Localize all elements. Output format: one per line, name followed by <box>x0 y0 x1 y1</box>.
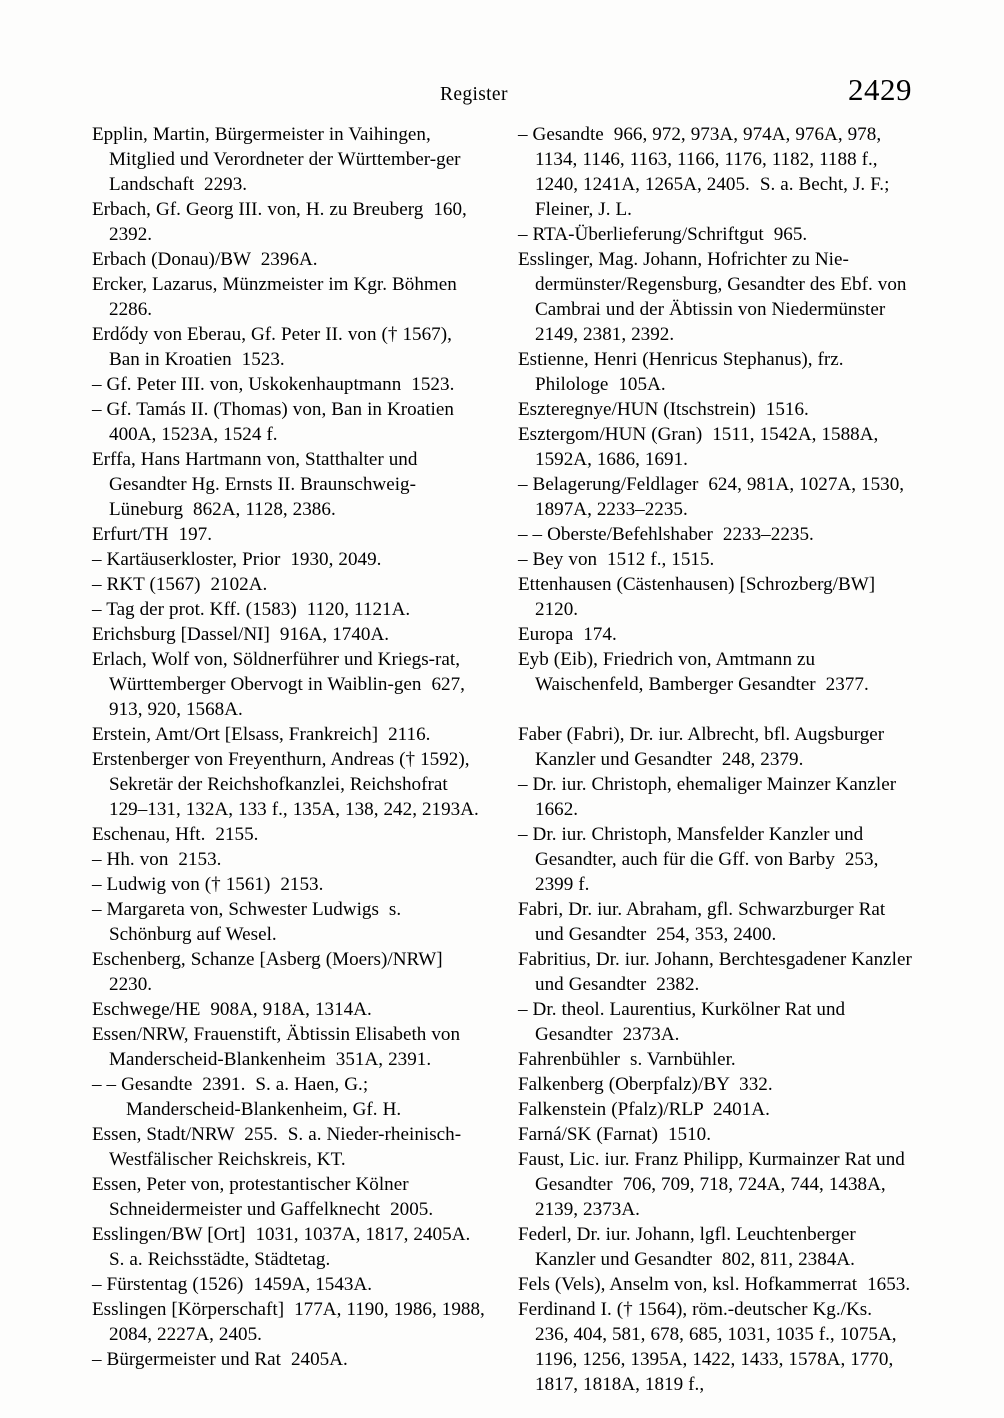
index-entry: Esslingen/BW [Ort] 1031, 1037A, 1817, 2405A. S. a. Reichsstädte, Städtetag. <box>92 1224 481 1270</box>
index-subentry: – Dr. iur. Christoph, ehemaliger Mainzer Kanzler 1662. <box>518 774 907 820</box>
index-entry: Erdődy von Eberau, Gf. Peter II. von († 1567), Ban in Kroatien 1523. <box>92 324 457 370</box>
index-subentry: – Tag der prot. Kff. (1583) 1120, 1121A. <box>92 599 411 620</box>
index-entry: Fabritius, Dr. iur. Johann, Berchtesgadener Kanzler und Gesandter 2382. <box>518 949 917 995</box>
index-column-right <box>518 122 917 1397</box>
running-head-title: Register <box>440 84 508 105</box>
index-subentry: – Bey von 1512 f., 1515. <box>518 549 715 570</box>
index-entry: Faber (Fabri), Dr. iur. Albrecht, bfl. Augsburger Kanzler und Gesandter 248, 2379. <box>518 724 890 770</box>
index-entry: Eschenau, Hft. 2155. <box>92 824 259 845</box>
index-subentry: – Gf. Peter III. von, Uskokenhauptmann 1523. <box>92 374 455 395</box>
index-subentry: – Kartäuserkloster, Prior 1930, 2049. <box>92 549 382 570</box>
page-number: 2429 <box>848 72 912 107</box>
index-entry: Ercker, Lazarus, Münzmeister im Kgr. Böhmen 2286. <box>92 274 467 320</box>
index-entry: Erlach, Wolf von, Söldnerführer und Kriegs-​rat, Württemberger Obervogt in Waiblin-​gen 627, 913, 920, 1568A. <box>92 649 470 720</box>
index-entry: Eszteregnye/HUN (Itschstrein) 1516. <box>518 399 809 420</box>
index-entry: Erstenberger von Freyenthurn, Andreas († 1592), Sekretär der Reichshofkanzlei, Reichshofrat 129–131, 132A, 133 f., 135A, 138, 242, 2193A. <box>92 749 479 820</box>
index-entry: Ettenhausen (Cästenhausen) [Schrozberg/BW] 2120. <box>518 574 886 620</box>
index-entry: Falkenberg (Oberpfalz)/BY 332. <box>518 1074 773 1095</box>
index-entry: Esslinger, Mag. Johann, Hofrichter zu Nie-​dermünster/Regensburg, Gesandter des Ebf. von Cambrai und der Äbtissin von Niedermünster 2149, 2381, 2392. <box>518 249 912 345</box>
index-subentry: – RTA-Überlieferung/Schriftgut 965. <box>518 224 808 245</box>
index-entry: Erstein, Amt/Ort [Elsass, Frankreich] 2116. <box>92 724 431 745</box>
index-subentry: – Belagerung/Feldlager 624, 981A, 1027A, 1530, 1897A, 2233–2235. <box>518 474 910 520</box>
index-entry: Erbach (Donau)/BW 2396A. <box>92 249 318 270</box>
index-subentry: – RKT (1567) 2102A. <box>92 574 268 595</box>
index-entry: Erbach, Gf. Georg III. von, H. zu Breuberg 160, 2392. <box>92 199 472 245</box>
index-subsubentry: – – Oberste/Befehlshaber 2233–2235. <box>518 524 814 545</box>
index-entry: Esslingen [Körperschaft] 177A, 1190, 1986, 1988, 2084, 2227A, 2405. <box>92 1299 490 1345</box>
index-columns <box>92 122 917 1397</box>
index-entry: Faust, Lic. iur. Franz Philipp, Kurmainzer Rat und Gesandter 706, 709, 718, 724A, 744, 1438A, 2139, 2373A. <box>518 1149 910 1220</box>
index-column-left <box>92 122 490 1397</box>
index-entry: Ferdinand I. († 1564), röm.-deutscher Kg./Ks. 236, 404, 581, 678, 685, 1031, 1035 f., 1075A, 1196, 1256, 1395A, 1422, 1433, 1578A, 1770, 1817, 1818A, 1819 f., <box>518 1299 902 1395</box>
index-entry: Eschenberg, Schanze [Asberg (Moers)/NRW] 2230. <box>92 949 453 995</box>
index-entry: Erichsburg [Dassel/NI] 916A, 1740A. <box>92 624 390 645</box>
index-subentry: – Dr. iur. Christoph, Mansfelder Kanzler und Gesandter, auch für die Gff. von Barby 253, 2399 f. <box>518 824 884 895</box>
index-subentry: – Gf. Tamás II. (Thomas) von, Ban in Kroatien 400A, 1523A, 1524 f. <box>92 399 464 445</box>
index-subentry: – Fürstentag (1526) 1459A, 1543A. <box>92 1274 373 1295</box>
index-subentry: – Hh. von 2153. <box>92 849 222 870</box>
index-entry: Estienne, Henri (Henricus Stephanus), frz. Philologe 105A. <box>518 349 849 395</box>
index-entry: Esztergom/HUN (Gran) 1511, 1542A, 1588A, 1592A, 1686, 1691. <box>518 424 884 470</box>
index-entry: Falkenstein (Pfalz)/RLP 2401A. <box>518 1099 770 1120</box>
index-subentry: – Margareta von, Schwester Ludwigs s. Schönburg auf Wesel. <box>92 899 407 945</box>
index-entry: Eschwege/HE 908A, 918A, 1314A. <box>92 999 372 1020</box>
index-subsubentry: – – Gesandte 2391. S. a. Haen, G.; Manderscheid-Blankenheim, Gf. H. <box>92 1074 402 1120</box>
index-subentry: – Ludwig von († 1561) 2153. <box>92 874 324 895</box>
index-entry: Essen, Stadt/NRW 255. S. a. Nieder-​rheinisch-Westfälischer Reichskreis, KT. <box>92 1124 462 1170</box>
index-entry: Essen, Peter von, protestantischer Kölner Schneidermeister und Gaffelknecht 2005. <box>92 1174 434 1220</box>
index-subentry: – Dr. theol. Laurentius, Kurkölner Rat und Gesandter 2373A. <box>518 999 851 1045</box>
index-entry: Essen/NRW, Frauenstift, Äbtissin Elisabeth von Manderscheid-Blankenheim 351A, 2391. <box>92 1024 466 1070</box>
index-entry: Farná/SK (Farnat) 1510. <box>518 1124 712 1145</box>
index-entry: Erffa, Hans Hartmann von, Statthalter und Gesandter Hg. Ernsts II. Braunschweig-Lüneburg 862A, 1128, 2386. <box>92 449 423 520</box>
index-subentry: – Gesandte 966, 972, 973A, 974A, 976A, 978, 1134, 1146, 1163, 1166, 1176, 1182, 1188 f., 1240, 1241A, 1265A, 2405. S. a. Becht, J. F.; Fleiner, J. L. <box>518 124 895 220</box>
index-entry: Fels (Vels), Anselm von, ksl. Hofkammerrat 1653. <box>518 1274 911 1295</box>
index-entry: Epplin, Martin, Bürgermeister in Vaihingen, Mitglied und Verordneter der Württember-​ger Landschaft 2293. <box>92 124 466 195</box>
index-entry: Fabri, Dr. iur. Abraham, gfl. Schwarzburger Rat und Gesandter 254, 353, 2400. <box>518 899 891 945</box>
index-entry: Erfurt/TH 197. <box>92 524 213 545</box>
index-entry: Federl, Dr. iur. Johann, lgfl. Leuchtenberger Kanzler und Gesandter 802, 811, 2384A. <box>518 1224 861 1270</box>
index-entry: Fahrenbühler s. Varnbühler. <box>518 1049 736 1070</box>
running-head <box>92 74 912 108</box>
index-subentry: – Bürgermeister und Rat 2405A. <box>92 1349 348 1370</box>
index-entry: Eyb (Eib), Friedrich von, Amtmann zu Waischenfeld, Bamberger Gesandter 2377. <box>518 649 869 695</box>
index-entry: Europa 174. <box>518 624 617 645</box>
section-break <box>518 697 912 722</box>
